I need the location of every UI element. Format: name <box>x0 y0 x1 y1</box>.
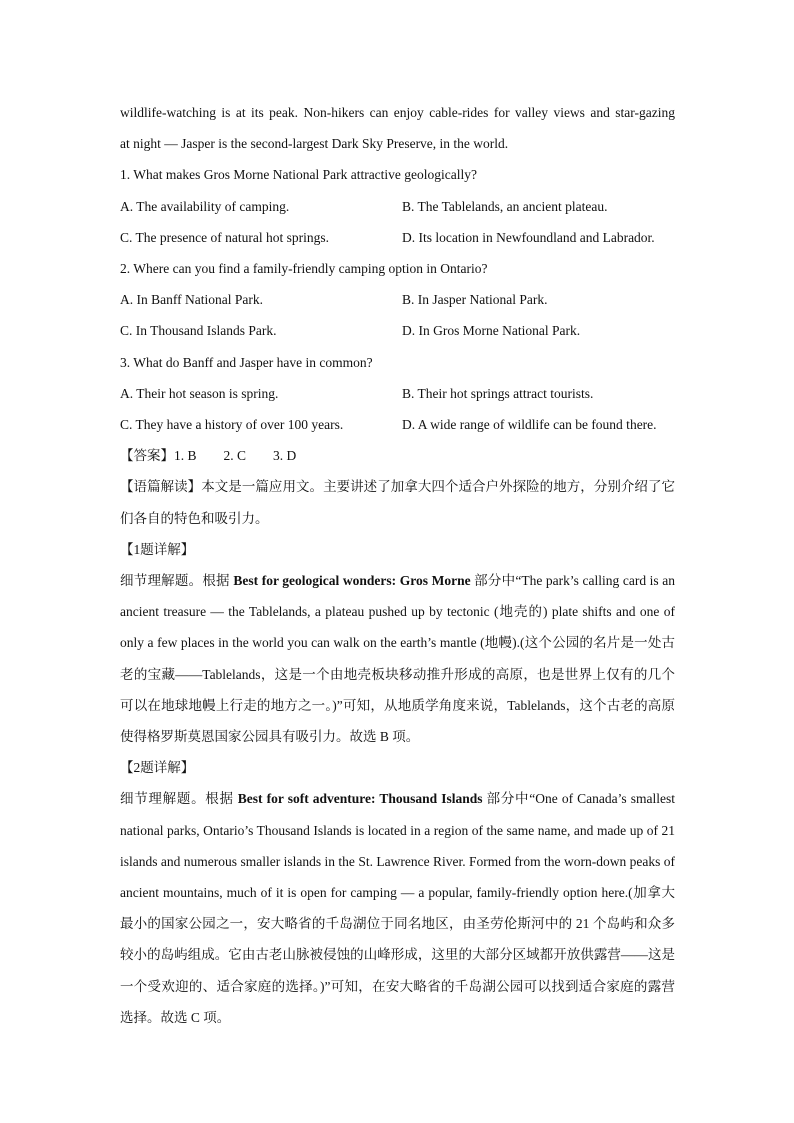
question-1-option-a: A. The availability of camping. <box>120 198 290 214</box>
question-2: 2. Where can you find a family-friendly camping option in Ontario? <box>120 261 488 277</box>
question-2-option-a: A. In Banff National Park. <box>120 292 263 308</box>
detail-1-heading: 【1题详解】 <box>120 541 195 557</box>
question-3-options-row-1 <box>120 378 675 409</box>
question-3-options-row-2 <box>120 409 675 440</box>
question-2-option-c: C. In Thousand Islands Park. <box>120 323 277 339</box>
detail-2-body: 部分中“One of Canada’s smallest national parks, Ontario’s Thousand Islands is located in a region of the same name, and made up of 21 islands and numerous smaller islands in the St. Lawrence River. Formed from the worn-down peaks of ancient mountains, much of it is open for camping — a popular, family-friendly option here.(加拿大最小的国家公园之一，安大略省的千岛湖位于同名地区，由圣劳伦斯河中的 21 个岛屿和众多较小的岛屿组成。它由古老山脉被侵蚀的山峰形成，这里的大部分区域都开放供露营——这是一个受欢迎的、适合家庭的选择。)”可知，在安大略省的千岛湖公园可以找到适合家庭的露营选择。故选 C 项。 <box>120 791 675 1025</box>
detail-1-prefix: 细节理解题。根据 <box>120 573 234 589</box>
question-1-options-row-1 <box>120 191 675 222</box>
detail-1-paragraph <box>120 565 675 752</box>
analysis-paragraph <box>120 471 675 533</box>
detail-2-section-name: Best for soft adventure: Thousand Islands <box>237 791 483 807</box>
question-1-option-b: B. The Tablelands, an ancient plateau. <box>402 198 608 214</box>
detail-2-prefix: 细节理解题。根据 <box>120 791 238 807</box>
analysis-text: 本文是一篇应用文。主要讲述了加拿大四个适合户外探险的地方，分别介绍了它们各自的特色和吸引力。 <box>120 479 676 526</box>
detail-2-heading: 【2题详解】 <box>120 760 195 776</box>
detail-2-paragraph <box>120 783 675 1033</box>
question-2-option-b: B. In Jasper National Park. <box>402 292 548 308</box>
question-1-option-c: C. The presence of natural hot springs. <box>120 229 329 245</box>
question-3-option-c: C. They have a history of over 100 years. <box>120 417 344 433</box>
question-2-options-row-2 <box>120 315 675 346</box>
question-3-option-b: B. Their hot springs attract tourists. <box>402 385 594 401</box>
question-2-option-d: D. In Gros Morne National Park. <box>402 323 581 339</box>
intro-line-2: at night — Jasper is the second-largest Dark Sky Preserve, in the world. <box>120 136 509 152</box>
answer-label: 【答案】 <box>120 448 174 464</box>
question-1-option-d: D. Its location in Newfoundland and Labrador. <box>402 229 655 245</box>
intro-line-1: wildlife-watching is at its peak. Non-hikers can enjoy cable-rides for valley views and star-gazing <box>120 105 675 120</box>
analysis-label: 【语篇解读】 <box>120 479 202 495</box>
document-page <box>120 97 675 1033</box>
detail-1-section-name: Best for geological wonders: Gros Morne <box>233 573 471 589</box>
question-1: 1. What makes Gros Morne National Park attractive geologically? <box>120 167 478 183</box>
question-2-options-row-1 <box>120 284 675 315</box>
question-3-option-d: D. A wide range of wildlife can be found there. <box>402 417 657 433</box>
question-3: 3. What do Banff and Jasper have in common? <box>120 354 373 370</box>
answer-line <box>120 440 675 471</box>
question-1-options-row-2 <box>120 222 675 253</box>
question-3-option-a: A. Their hot season is spring. <box>120 385 279 401</box>
detail-1-body: 部分中“The park’s calling card is an ancient treasure — the Tablelands, a plateau pushed up by tectonic (地壳的) plate shifts and one of only a few places in the world you can walk on the earth’s mantle (地幔).(这个公园的名片是一处古老的宝藏——Tablelands，这是一个由地壳板块移动推升形成的高原，也是世界上仅有的几个可以在地球地幔上行走的地方之一。)”可知，从地质学角度来说，Tablelands，这个古老的高原使得格罗斯莫恩国家公园具有吸引力。故选 B 项。 <box>120 573 676 745</box>
answer-text: 1. B 2. C 3. D <box>174 448 297 464</box>
